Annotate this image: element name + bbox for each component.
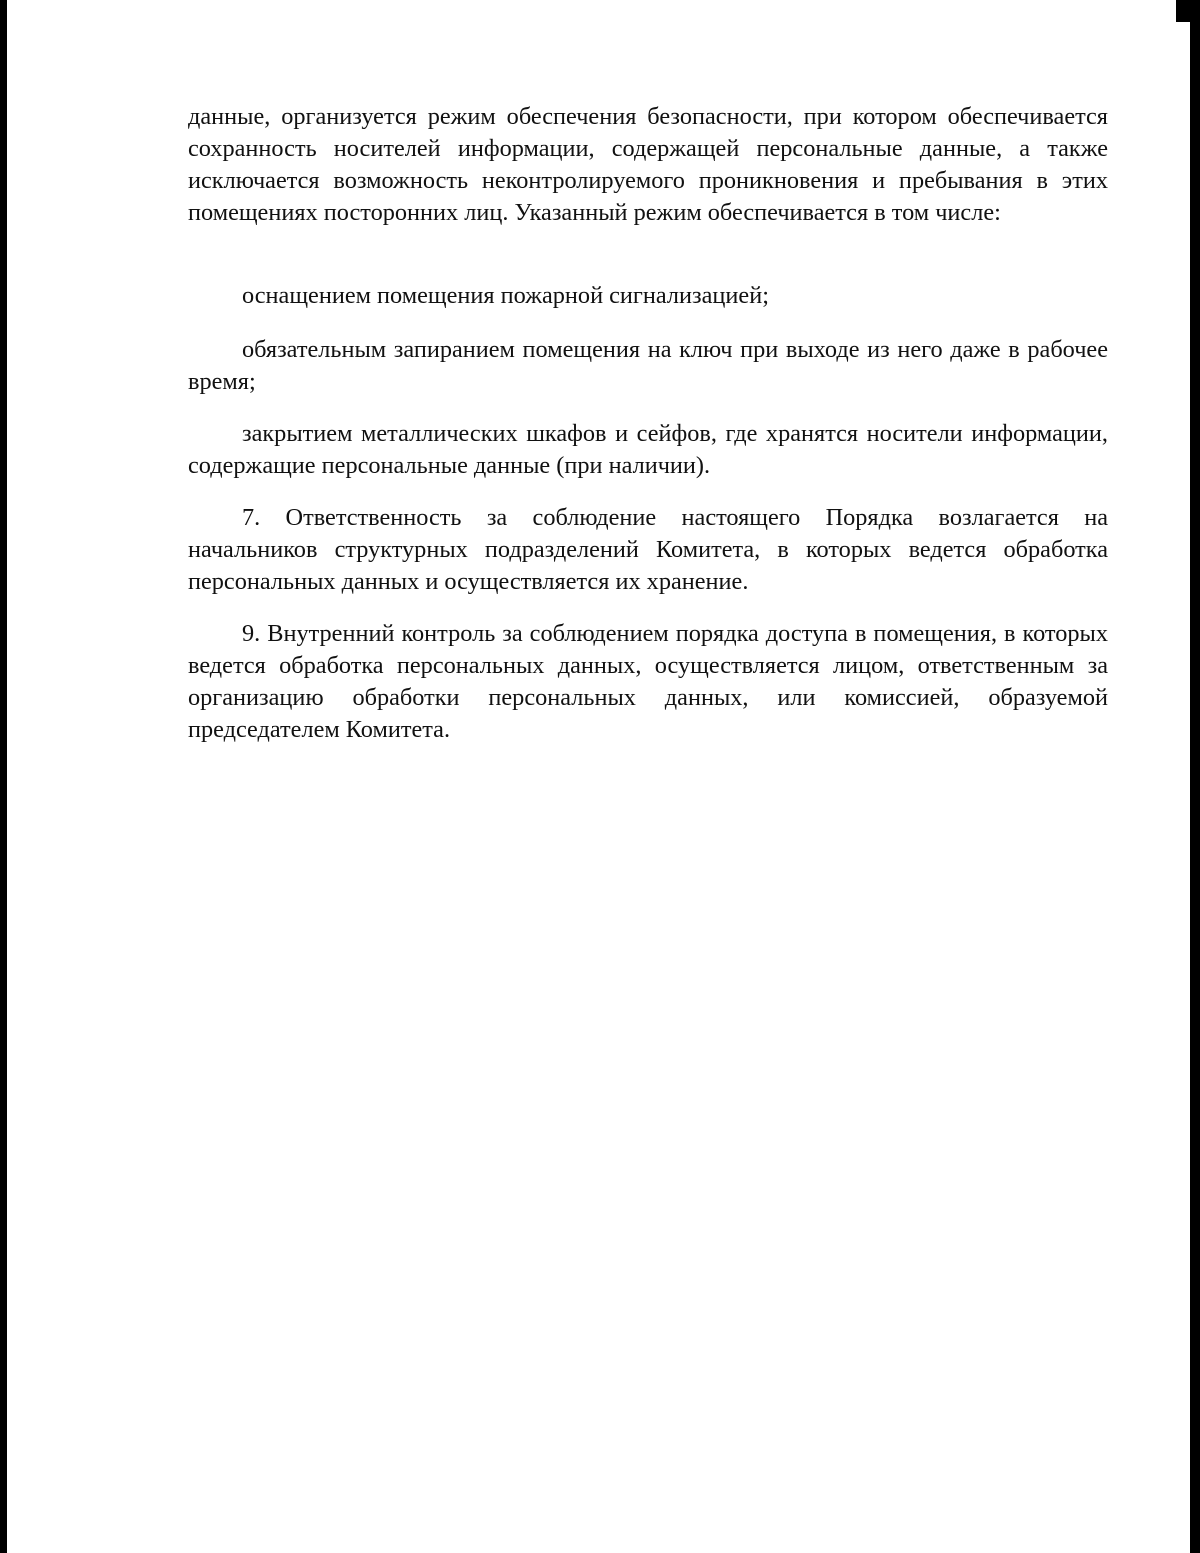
scan-edge-corner bbox=[1176, 0, 1190, 22]
paragraph-fire-alarm: оснащением помещения пожарной сигнализацией; bbox=[242, 282, 769, 309]
paragraph-item-9: 9. Внутренний контроль за соблюдением порядка доступа в помещения, в которых ведется обработка персональных данных, осуществляется лицом, ответственным за организацию обработки персональных данных, или комиссией, образуемой председателем Комитета. bbox=[188, 620, 1108, 743]
paragraph-locking: обязательным запиранием помещения на ключ при выходе из него даже в рабочее время; bbox=[188, 336, 1108, 395]
paragraph-item-7: 7. Ответственность за соблюдение настоящего Порядка возлагается на начальников структурных подразделений Комитета, в которых ведется обработка персональных данных и осуществляется их хранение. bbox=[188, 504, 1108, 595]
scan-edge-left bbox=[0, 0, 7, 1553]
paragraph-cabinets: закрытием металлических шкафов и сейфов, где хранятся носители информации, содержащие персональные данные (при наличии). bbox=[188, 420, 1108, 479]
paragraph-security-regime: данные, организуется режим обеспечения безопасности, при котором обеспечивается сохранность носителей информации, содержащей персональные данные, а также исключается возможность неконтролируемого проникновения и пребывания в этих помещениях посторонних лиц. Указанный режим обеспечивается в том числе: bbox=[188, 103, 1108, 226]
scan-edge-right bbox=[1190, 0, 1200, 1553]
